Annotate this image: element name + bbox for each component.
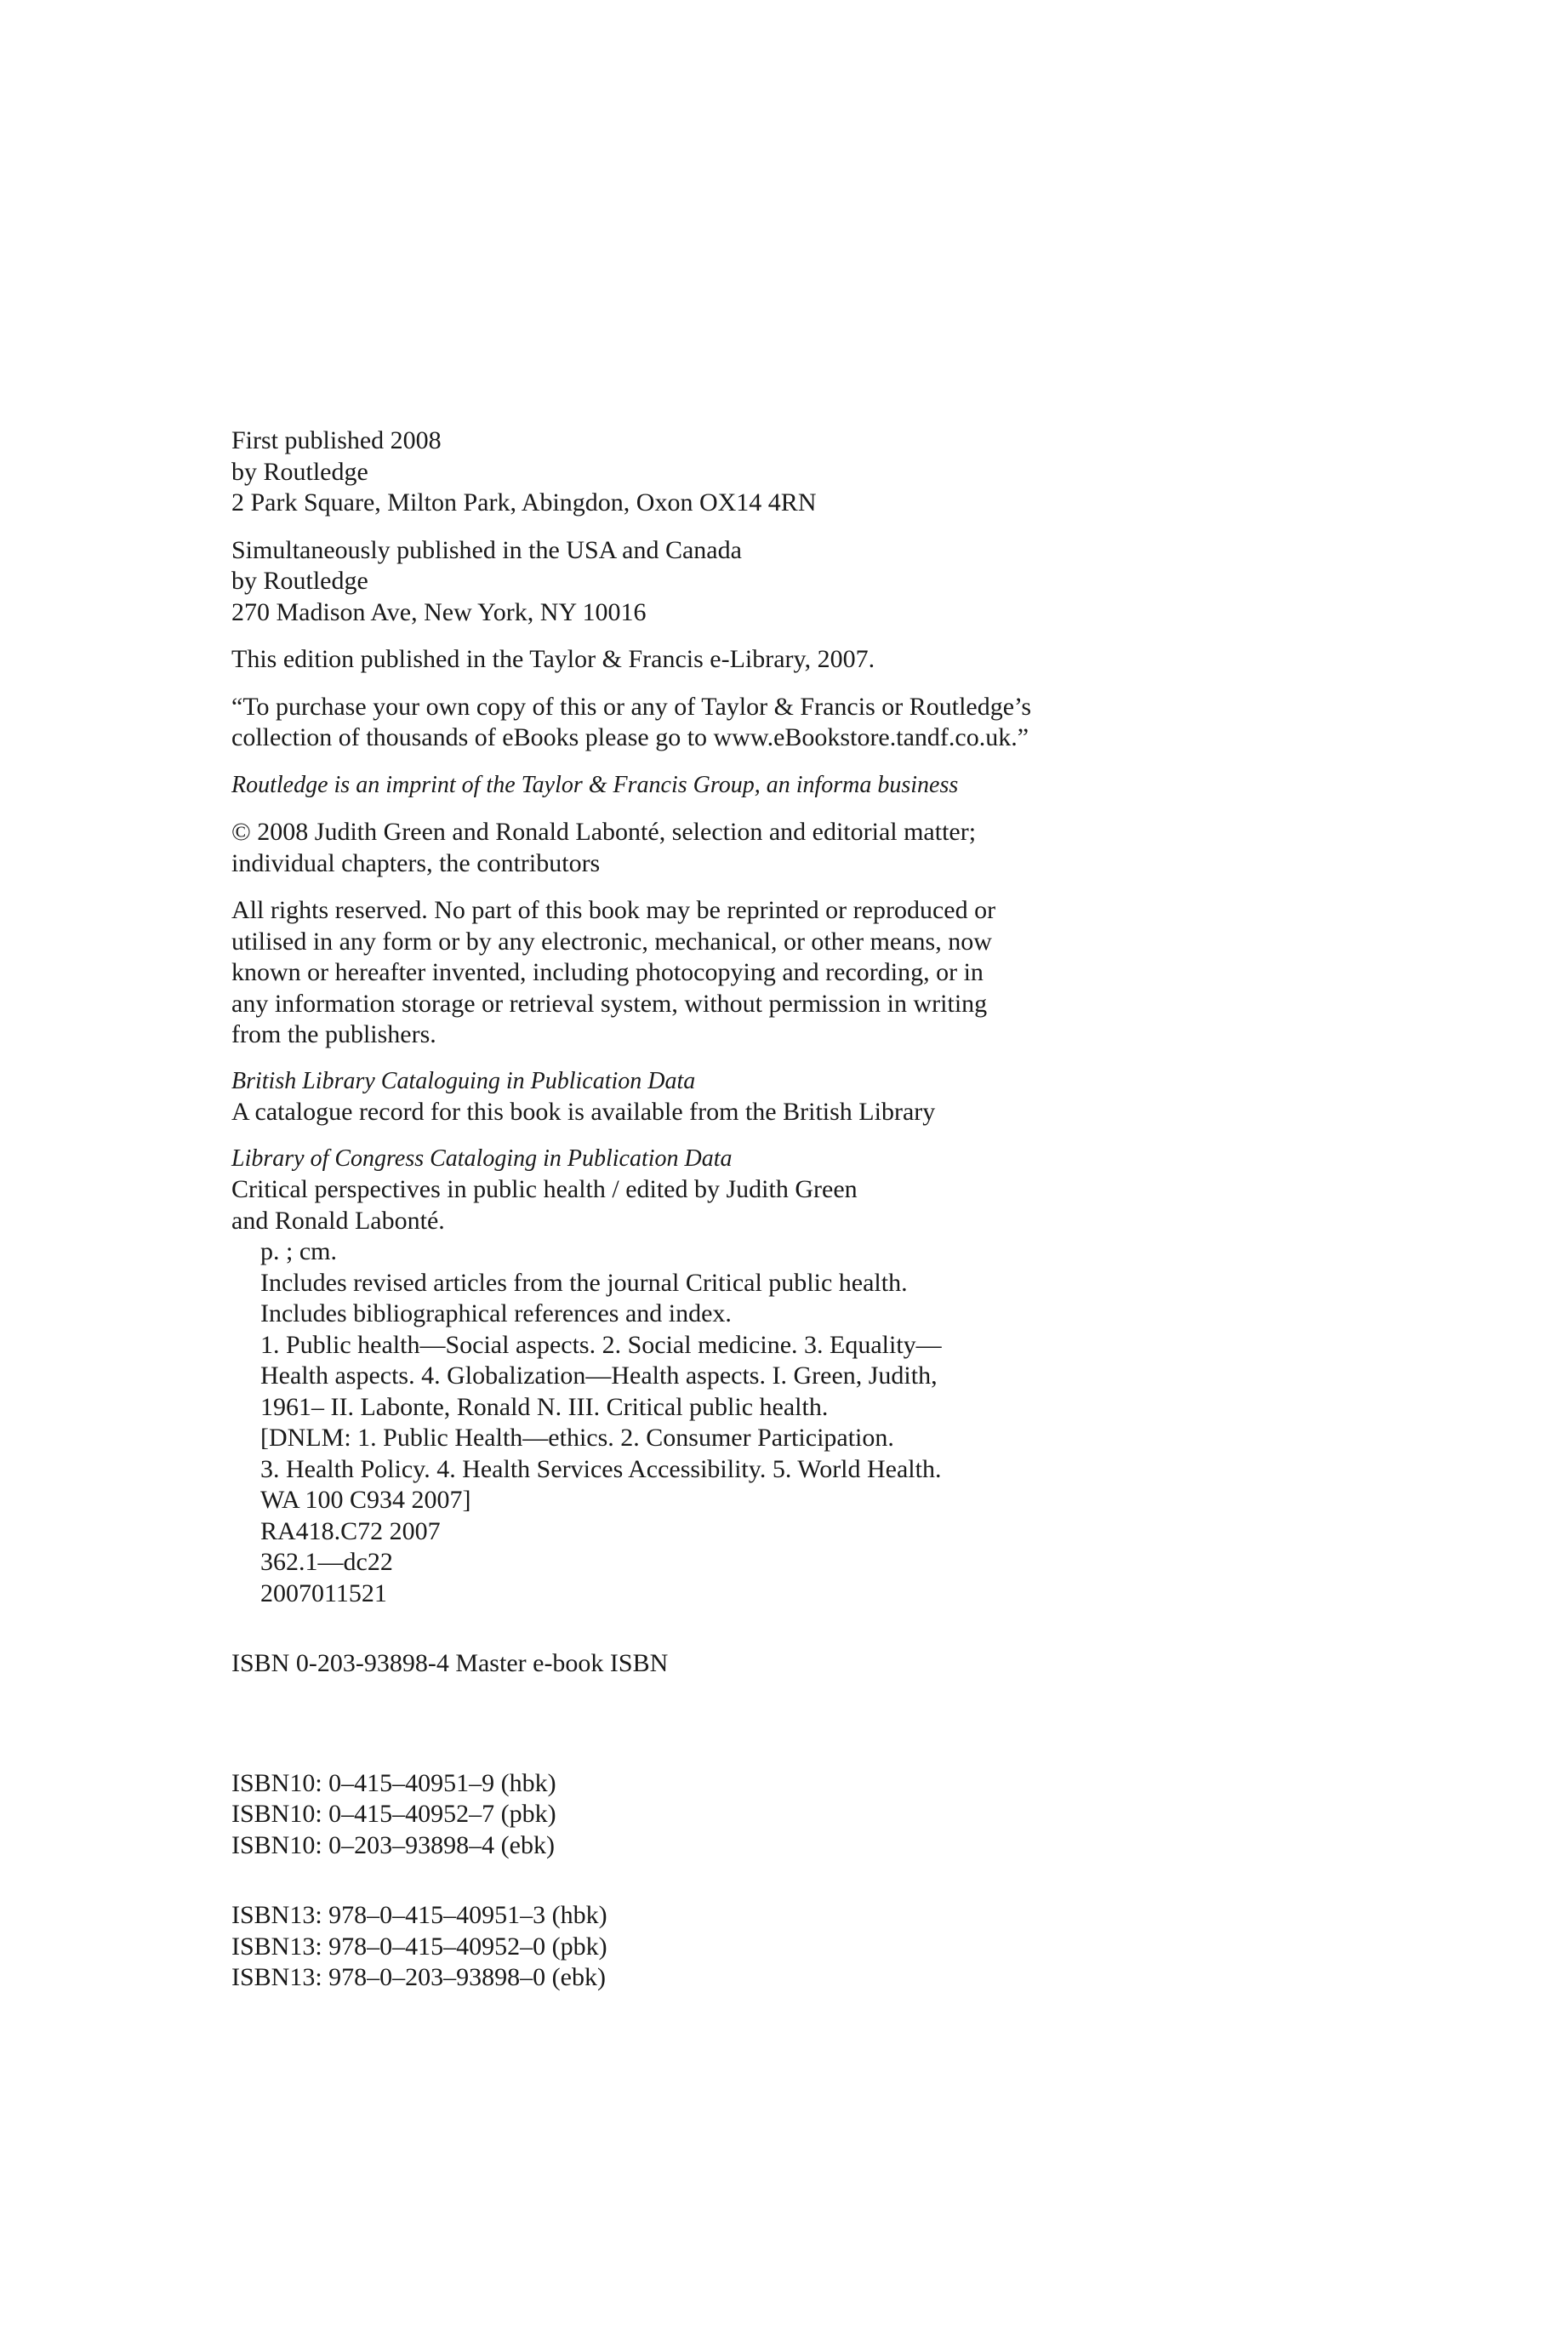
- rights-line: from the publishers.: [231, 1020, 436, 1048]
- loc-heading: Library of Congress Cataloging in Publication Data: [231, 1145, 733, 1172]
- us-publication-block: [231, 535, 1167, 629]
- copyright-line-1: © 2008 Judith Green and Ronald Labonté, selection and editorial matter;: [231, 818, 977, 846]
- imprint-note: Routledge is an imprint of the Taylor & Francis Group, an informa business: [231, 771, 959, 798]
- rights-line: All rights reserved. No part of this book may be reprinted or reproduced or: [231, 896, 996, 924]
- loc-detail-line: Includes bibliographical references and index.: [260, 1299, 732, 1327]
- first-published-line: First published 2008: [231, 426, 442, 454]
- copyright-line-2: individual chapters, the contributors: [231, 848, 601, 877]
- master-isbn-line: ISBN 0-203-93898-4 Master e-book ISBN: [231, 1649, 669, 1677]
- us-address-line: 270 Madison Ave, New York, NY 10016: [231, 597, 647, 626]
- uk-address-line: 2 Park Square, Milton Park, Abingdon, Oxon OX14 4RN: [231, 488, 817, 517]
- loc-details: [231, 1236, 1167, 1609]
- imprint-text: [231, 425, 1167, 1994]
- isbn13-block: [231, 1900, 1167, 1994]
- loc-detail-line: WA 100 C934 2007]: [260, 1486, 471, 1514]
- isbn10-block: [231, 1768, 1167, 1862]
- imprint-note-block: [231, 770, 1167, 802]
- rights-line: utilised in any form or by any electronic, mechanical, or other means, now: [231, 927, 992, 956]
- loc-title-line-2: and Ronald Labonté.: [231, 1206, 445, 1235]
- loc-detail-line: 1. Public health—Social aspects. 2. Social medicine. 3. Equality—: [260, 1330, 942, 1359]
- isbn10-line: ISBN10: 0–203–93898–4 (ebk): [231, 1830, 555, 1859]
- publisher-line-us: by Routledge: [231, 567, 368, 595]
- purchase-block: [231, 692, 1167, 754]
- isbn13-line: ISBN13: 978–0–415–40952–0 (pbk): [231, 1932, 607, 1961]
- first-publication-block: [231, 425, 1167, 519]
- loc-title-line-1: Critical perspectives in public health / edited by Judith Green: [231, 1175, 858, 1203]
- loc-detail-line: 2007011521: [260, 1578, 387, 1607]
- loc-detail-line: p. ; cm.: [260, 1237, 337, 1265]
- british-library-block: [231, 1066, 1167, 1128]
- purchase-line-1: “To purchase your own copy of this or any of Taylor & Francis or Routledge’s: [231, 692, 1032, 721]
- isbn13-line: ISBN13: 978–0–415–40951–3 (hbk): [231, 1901, 607, 1929]
- isbn13-line: ISBN13: 978–0–203–93898–0 (ebk): [231, 1963, 606, 1991]
- loc-detail-line: Includes revised articles from the journal Critical public health.: [260, 1268, 908, 1297]
- loc-detail-line: [DNLM: 1. Public Health—ethics. 2. Consumer Participation.: [260, 1424, 894, 1452]
- rights-block: [231, 895, 1167, 1051]
- edition-line: This edition published in the Taylor & Francis e-Library, 2007.: [231, 645, 875, 673]
- rights-line: known or hereafter invented, including photocopying and recording, or in: [231, 958, 984, 986]
- loc-detail-line: Health aspects. 4. Globalization—Health aspects. I. Green, Judith,: [260, 1362, 938, 1390]
- copyright-block: [231, 817, 1167, 879]
- isbn10-line: ISBN10: 0–415–40951–9 (hbk): [231, 1768, 556, 1797]
- isbn10-line: ISBN10: 0–415–40952–7 (pbk): [231, 1800, 556, 1828]
- loc-detail-line: RA418.C72 2007: [260, 1516, 441, 1545]
- edition-block: [231, 644, 1167, 676]
- rights-line: any information storage or retrieval system, without permission in writing: [231, 989, 988, 1018]
- library-of-congress-block: [231, 1144, 1167, 1610]
- master-isbn-block: [231, 1648, 1167, 1680]
- purchase-line-2: collection of thousands of eBooks please go to www.eBookstore.tandf.co.uk.”: [231, 723, 1029, 751]
- simultaneous-line: Simultaneously published in the USA and Canada: [231, 535, 742, 564]
- loc-detail-line: 3. Health Policy. 4. Health Services Accessibility. 5. World Health.: [260, 1454, 942, 1483]
- publisher-line: by Routledge: [231, 457, 368, 486]
- british-library-text: A catalogue record for this book is available from the British Library: [231, 1098, 936, 1126]
- british-library-heading: British Library Cataloguing in Publication Data: [231, 1067, 696, 1094]
- loc-detail-line: 362.1—dc22: [260, 1548, 393, 1576]
- loc-detail-line: 1961– II. Labonte, Ronald N. III. Critical public health.: [260, 1392, 829, 1421]
